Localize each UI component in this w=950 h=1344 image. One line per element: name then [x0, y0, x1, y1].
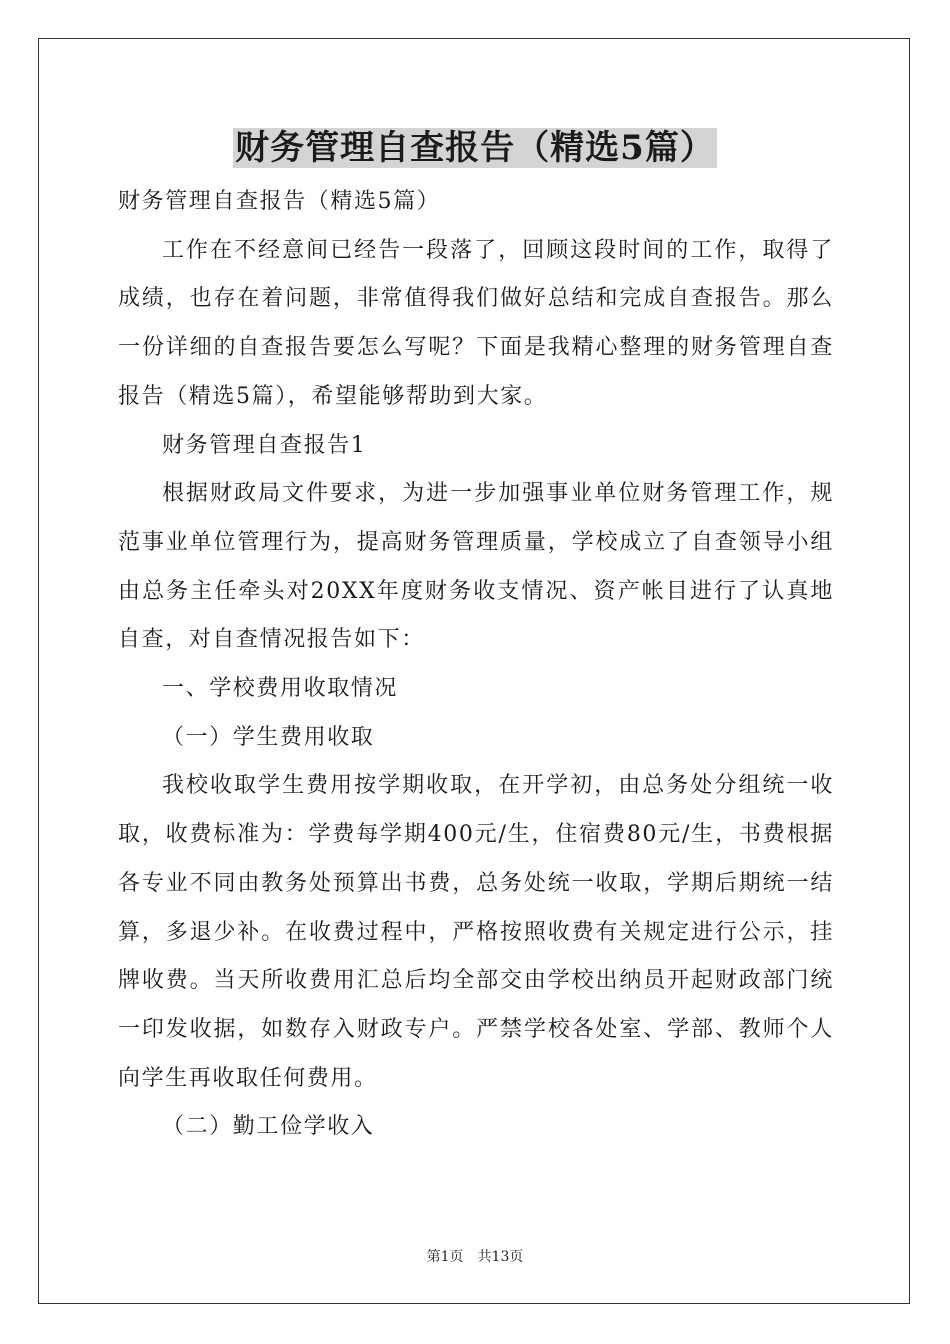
section-heading: 一、学校费用收取情况: [162, 676, 399, 702]
subsection-heading: （一）学生费用收取: [162, 724, 375, 750]
paragraph: 财务管理自查报告（精选5篇）: [118, 189, 441, 214]
page-total: 共13页: [477, 1249, 524, 1265]
document-title: 财务管理自查报告（精选5篇）: [235, 128, 715, 168]
page-footer: [0, 1247, 950, 1267]
paragraph: 工作在不经意间已经告一段落了，回顾这段时间的工作，取得了成绩，也存在着问题，非常值得我们做好总结和完成自查报告。那么一份详细的自查报告要怎么写呢？下面是我精心整理的财务管理自查报告（精选5篇），希望能够帮助到大家。: [118, 237, 834, 409]
document-body: [118, 178, 834, 1152]
paragraph: 根据财政局文件要求，为进一步加强事业单位财务管理工作，规范事业单位管理行为，提高财务管理质量，学校成立了自查领导小组由总务主任牵头对20XX年度财务收支情况、资产帐目进行了认真地自查，对自查情况报告如下：: [118, 481, 834, 653]
subsection-heading: （二）勤工俭学收入: [162, 1114, 375, 1140]
section-heading: 财务管理自查报告1: [162, 432, 367, 458]
page-number: 第1页: [426, 1249, 464, 1265]
paragraph: 我校收取学生费用按学期收取，在开学初，由总务处分组统一收取，收费标准为：学费每学期400元/生，住宿费80元/生，书费根据各专业不同由教务处预算出书费，总务处统一收取，学期后期统一结算，多退少补。在收费过程中，严格按照收费有关规定进行公示，挂牌收费。当天所收费用汇总后均全部交由学校出纳员开起财政部门统一印发收据，如数存入财政专户。严禁学校各处室、学部、教师个人向学生再收取任何费用。: [118, 773, 834, 1091]
